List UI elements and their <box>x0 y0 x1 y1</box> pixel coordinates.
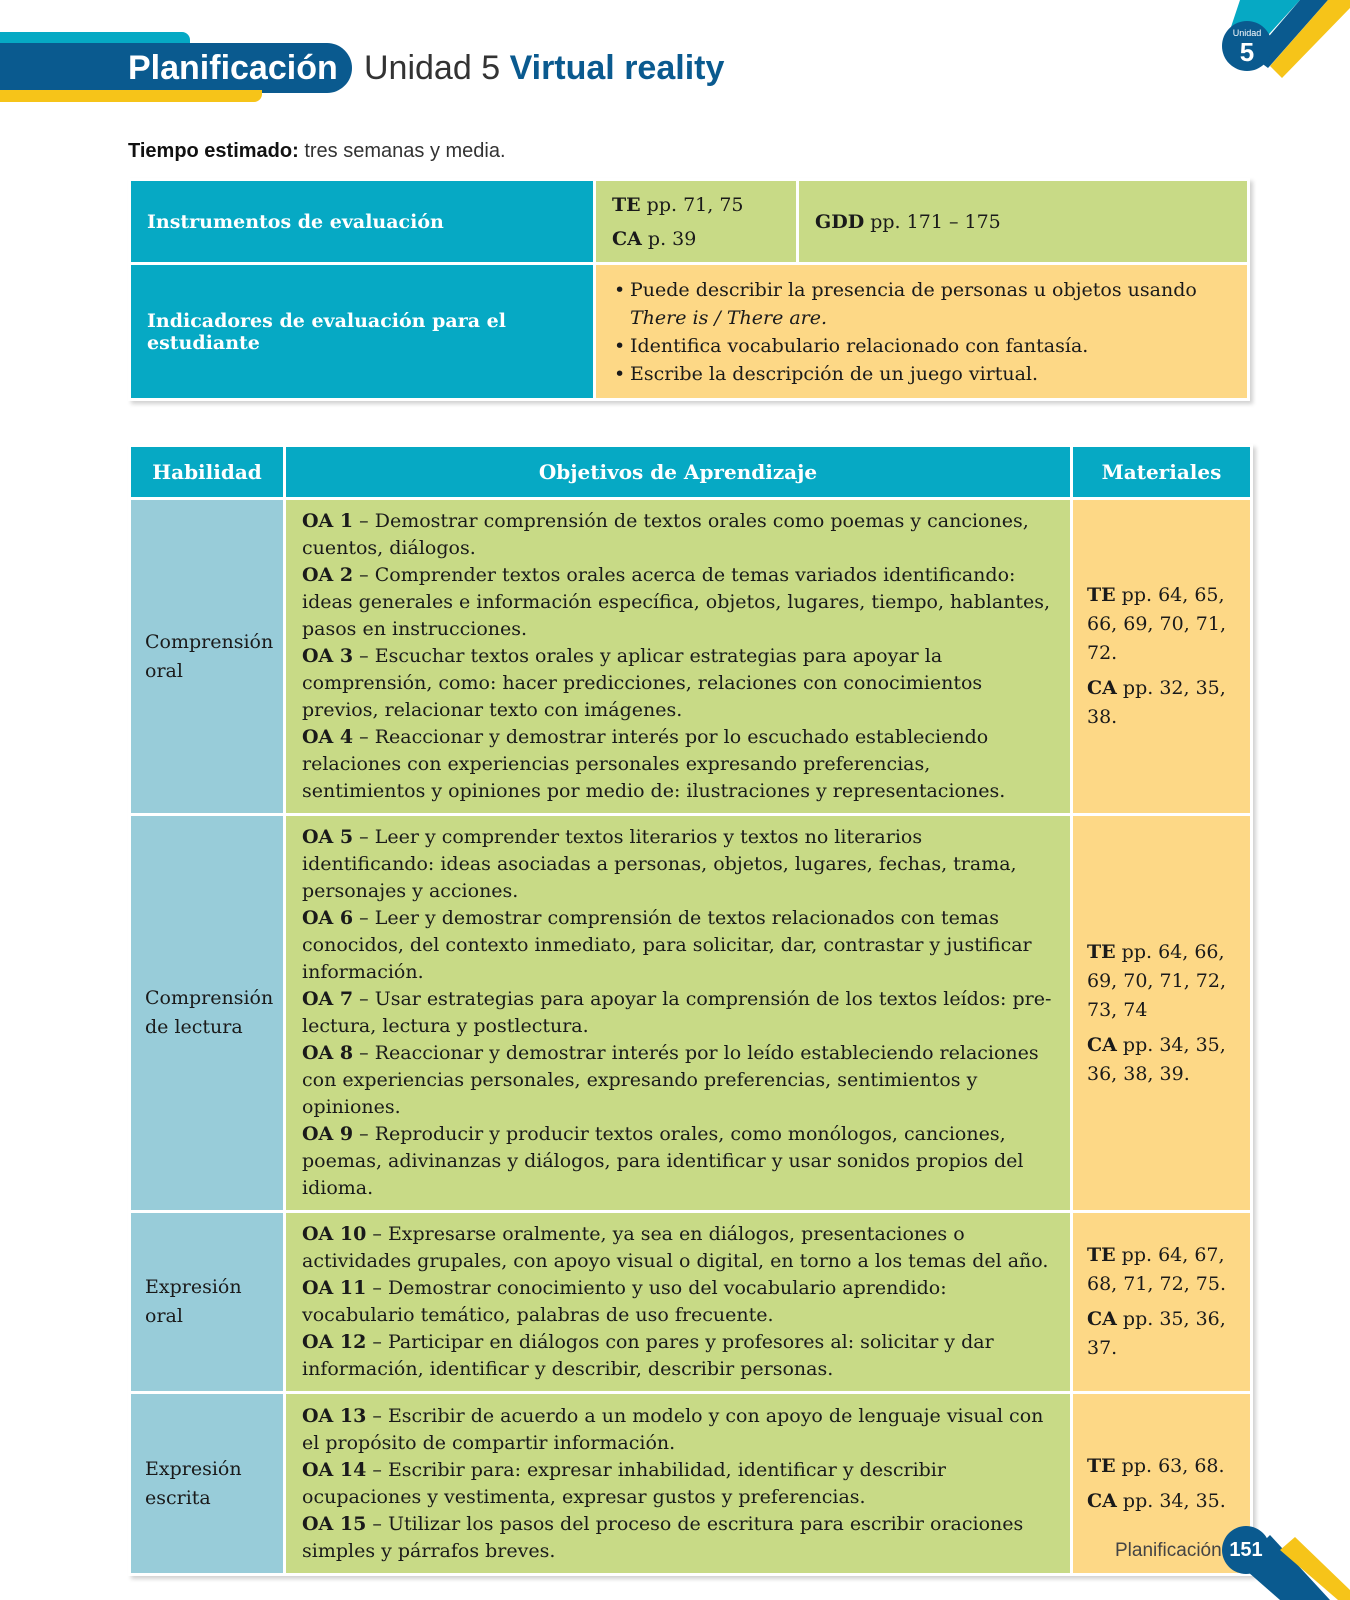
footer-label: Planificación <box>1115 1540 1222 1561</box>
objective-code: OA 1 <box>302 510 354 532</box>
material-pages: pp. 64, 67, 68, 71, 72, 75. <box>1087 1244 1226 1295</box>
objective-item <box>302 1040 1054 1121</box>
objective-item <box>302 824 1054 905</box>
habilidad-label: Comprensión <box>145 630 274 653</box>
ca-code: CA <box>612 227 642 250</box>
learning-objectives-table <box>128 444 1253 1576</box>
estimated-time <box>128 140 506 163</box>
objectives-header-row <box>130 446 1252 499</box>
material-pages: pp. 64, 65, 66, 69, 70, 71, 72. <box>1087 584 1226 664</box>
objective-item <box>302 562 1054 643</box>
estimated-time-label: Tiempo estimado: <box>128 140 299 162</box>
indicator-text: Puede describir la presencia de personas u objetos usando <box>630 278 1197 301</box>
indicators-label: Indicadores de evaluación para el estudiante <box>130 264 595 400</box>
objective-code: OA 13 <box>302 1404 367 1427</box>
objective-item <box>302 1121 1054 1202</box>
indicator-item <box>630 276 1231 332</box>
material-item <box>1087 1305 1236 1363</box>
habilidad-label: Expresión <box>145 1457 242 1480</box>
material-item <box>1087 1487 1236 1516</box>
objective-text: – Participar en diálogos con pares y profesores al: solicitar y dar información, identificar y describir, describir personas. <box>302 1331 994 1380</box>
objective-text: – Comprender textos orales acerca de temas variados identificando: ideas generales e información específica, objetos, lugares, tiempo, hablantes, pasos en instrucciones. <box>302 564 1051 640</box>
objective-code: OA 4 <box>302 726 354 748</box>
instruments-label: Instrumentos de evaluación <box>130 180 595 264</box>
evaluation-instruments-row <box>130 180 1249 264</box>
evaluation-table <box>128 178 1250 401</box>
unit-corner-badge <box>1210 0 1350 110</box>
objective-item <box>302 643 1054 724</box>
indicator-text: Identifica vocabulario relacionado con fantasía. <box>630 334 1089 357</box>
objective-text: – Demostrar conocimiento y uso del vocabulario aprendido: vocabulario temático, palabras de uso frecuente. <box>302 1277 947 1326</box>
objective-code: OA 15 <box>302 1512 367 1535</box>
habilidad-label: Expresión <box>145 1276 242 1298</box>
indicator-emphasis: There is / There are. <box>630 306 828 329</box>
objective-text: – Escribir de acuerdo a un modelo y con apoyo de lenguaje visual con el propósito de compartir información. <box>302 1404 1044 1454</box>
materiales-cell <box>1072 815 1252 1212</box>
objective-text: – Leer y demostrar comprensión de textos relacionados con temas conocidos, del contexto inmediato, para solicitar, dar, contrastar y justificar información. <box>302 907 1032 983</box>
header-materiales: Materiales <box>1072 446 1252 499</box>
objective-item <box>302 1457 1054 1511</box>
objective-text: – Reaccionar y demostrar interés por lo leído estableciendo relaciones con experiencias personales, expresando preferencias, sentimientos y opiniones. <box>302 1042 1039 1118</box>
evaluation-indicators-row <box>130 264 1249 400</box>
unit-title: Virtual reality <box>509 49 725 87</box>
objective-code: OA 12 <box>302 1331 367 1353</box>
material-pages: pp. 35, 36, 37. <box>1087 1308 1226 1359</box>
unit-badge-number: 5 <box>1239 37 1255 67</box>
objective-item <box>302 905 1054 986</box>
material-item <box>1087 1452 1236 1481</box>
material-code: CA <box>1087 1489 1117 1512</box>
objectives-row <box>130 1393 1252 1575</box>
objective-item <box>302 1221 1054 1275</box>
objective-code: OA 8 <box>302 1042 354 1064</box>
material-item <box>1087 581 1236 668</box>
objective-item <box>302 1511 1054 1565</box>
page-number: 151 <box>1229 1539 1263 1561</box>
material-code: CA <box>1087 1308 1117 1330</box>
objectives-row <box>130 499 1252 815</box>
unit-label: Unidad 5 <box>364 49 501 87</box>
unit-badge-label: Unidad <box>1232 28 1262 38</box>
te-code: TE <box>612 193 641 216</box>
objectives-body <box>130 499 1252 1575</box>
objective-text: – Reproducir y producir textos orales, como monólogos, canciones, poemas, adivinanzas y diálogos, para identificar y usar sonidos propios del idioma. <box>302 1123 1024 1199</box>
ca-pages: p. 39 <box>647 227 697 250</box>
material-code: TE <box>1087 584 1116 606</box>
material-item <box>1087 1031 1236 1089</box>
header-objetivos: Objetivos de Aprendizaje <box>285 446 1072 499</box>
objective-code: OA 6 <box>302 907 354 929</box>
objective-text: – Escribir para: expresar inhabilidad, identificar y describir ocupaciones y vestimenta, expresar gustos y preferencias. <box>302 1458 946 1508</box>
objective-code: OA 5 <box>302 826 354 848</box>
materiales-cell <box>1072 499 1252 815</box>
material-code: TE <box>1087 940 1116 963</box>
habilidad-label: oral <box>145 1305 183 1327</box>
objective-code: OA 11 <box>302 1277 367 1299</box>
indicator-item <box>630 332 1231 360</box>
te-pages: pp. 71, 75 <box>646 193 744 216</box>
material-code: CA <box>1087 677 1117 699</box>
unit-heading <box>364 46 724 90</box>
objective-text: – Utilizar los pasos del proceso de escritura para escribir oraciones simples y párrafos breves. <box>302 1512 1024 1562</box>
objetivos-cell <box>285 815 1072 1212</box>
objective-text: – Usar estrategias para apoyar la comprensión de los textos leídos: pre-lectura, lectura y postlectura. <box>302 988 1052 1037</box>
objectives-row <box>130 1212 1252 1393</box>
objective-code: OA 9 <box>302 1123 354 1145</box>
objective-code: OA 10 <box>302 1223 367 1245</box>
estimated-time-value: tres semanas y media. <box>304 140 506 162</box>
indicators-list-cell <box>595 264 1249 400</box>
material-pages: pp. 63, 68. <box>1115 1454 1225 1477</box>
objective-text: – Leer y comprender textos literarios y textos no literarios identificando: ideas asociadas a personas, objetos, lugares, fechas, trama, personajes y acciones. <box>302 826 1017 902</box>
objetivos-cell <box>285 1393 1072 1575</box>
instruments-gdd <box>798 180 1249 264</box>
material-pages: pp. 34, 35. <box>1116 1489 1226 1512</box>
habilidad-label: de lectura <box>145 1016 243 1038</box>
objective-item <box>302 724 1054 805</box>
objective-text: – Demostrar comprensión de textos orales como poemas y canciones, cuentos, diálogos. <box>302 510 1029 559</box>
objective-item <box>302 508 1054 562</box>
gdd-pages: pp. 171 – 175 <box>870 210 1001 233</box>
material-item <box>1087 674 1236 732</box>
habilidad-cell <box>130 815 285 1212</box>
habilidad-label: escrita <box>145 1486 211 1509</box>
objective-item <box>302 986 1054 1040</box>
objectives-row <box>130 815 1252 1212</box>
objective-item <box>302 1275 1054 1329</box>
material-pages: pp. 32, 35, 38. <box>1087 677 1226 728</box>
header-habilidad: Habilidad <box>130 446 285 499</box>
objective-text: – Escuchar textos orales y aplicar estrategias para apoyar la comprensión, como: hacer predicciones, relaciones con conocimientos previos, relacionar texto con imágenes. <box>302 645 983 721</box>
material-pages: pp. 34, 35, 36, 38, 39. <box>1087 1033 1226 1085</box>
material-code: CA <box>1087 1033 1117 1056</box>
objective-code: OA 7 <box>302 988 354 1010</box>
indicators-list <box>612 270 1231 394</box>
materiales-cell <box>1072 1212 1252 1393</box>
objective-code: OA 2 <box>302 564 354 586</box>
gdd-code: GDD <box>815 210 865 233</box>
objective-code: OA 3 <box>302 645 354 667</box>
habilidad-label: Comprensión <box>145 987 274 1009</box>
habilidad-label: oral <box>145 659 183 682</box>
material-pages: pp. 64, 66, 69, 70, 71, 72, 73, 74 <box>1087 940 1226 1021</box>
objective-item <box>302 1329 1054 1383</box>
objetivos-cell <box>285 1212 1072 1393</box>
objective-text: – Expresarse oralmente, ya sea en diálogos, presentaciones o actividades grupales, con apoyo visual o digital, en torno a los temas del año. <box>302 1223 1049 1272</box>
section-title: Planificación <box>128 49 338 87</box>
objective-code: OA 14 <box>302 1458 367 1481</box>
material-code: TE <box>1087 1454 1116 1477</box>
objective-item <box>302 1403 1054 1457</box>
indicator-item <box>630 360 1231 388</box>
header-accent-yellow <box>0 90 262 102</box>
material-item <box>1087 938 1236 1025</box>
habilidad-cell <box>130 499 285 815</box>
habilidad-cell <box>130 1212 285 1393</box>
objetivos-cell <box>285 499 1072 815</box>
instruments-te-ca <box>595 180 798 264</box>
indicator-text: Escribe la descripción de un juego virtual. <box>630 362 1039 385</box>
material-code: TE <box>1087 1244 1116 1266</box>
objective-text: – Reaccionar y demostrar interés por lo escuchado estableciendo relaciones con experiencias personales expresando preferencias, sentimientos y opiniones por medio de: ilustraciones y representaciones. <box>302 726 1006 802</box>
habilidad-cell <box>130 1393 285 1575</box>
material-item <box>1087 1241 1236 1299</box>
